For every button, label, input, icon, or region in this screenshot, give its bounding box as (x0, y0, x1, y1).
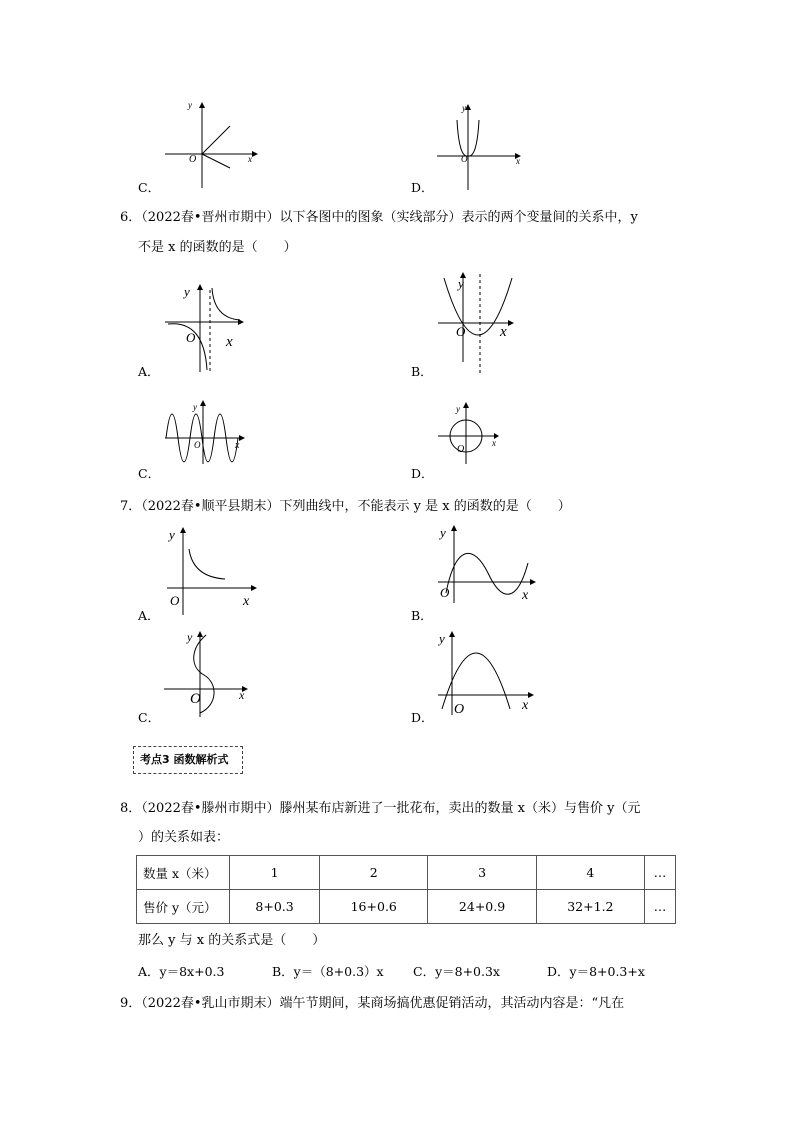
table-cell: 数量 x（米） (137, 856, 230, 890)
q6-stem-line1: 6．（2022春•晋州市期中）以下各图中的图象（实线部分）表示的两个变量间的关系中，y (120, 210, 638, 225)
q6-graph-a (160, 282, 250, 374)
origin-label: O (186, 330, 196, 345)
y-label: y (456, 404, 460, 414)
x-label: x (522, 588, 529, 603)
x-label: x (235, 440, 240, 451)
y-label: y (458, 276, 464, 291)
x-label: x (226, 334, 233, 350)
q8-choice-a: A．y＝8x+0.3 (138, 964, 225, 979)
table-cell: 32+1.2 (536, 890, 644, 924)
q6-option-b: B． (411, 364, 433, 379)
x-label: x (248, 154, 252, 164)
x-label: x (516, 156, 520, 166)
q7-stem: 7．（2022春•顺平县期末）下列曲线中，不能表示 y 是 x 的函数的是（ ） (120, 499, 571, 514)
q5-option-c: C． (138, 180, 161, 195)
origin-label: O (461, 154, 468, 164)
q8-choice-d: D．y＝8+0.3+x (547, 964, 645, 979)
y-label: y (193, 402, 197, 412)
q5-graph-d (435, 100, 530, 192)
table-row (137, 890, 676, 924)
origin-label: O (194, 440, 201, 450)
y-label: y (188, 100, 192, 110)
y-label: y (440, 525, 446, 540)
table-cell: … (645, 890, 676, 924)
q8-data-table (136, 855, 676, 924)
table-cell: … (645, 856, 676, 890)
q9-stem-line1: 9．（2022春•乳山市期末）端午节期间，某商场搞优惠促销活动，其活动内容是：“凡在 (120, 996, 625, 1011)
table-cell: 8+0.3 (230, 890, 320, 924)
section-heading-box (133, 746, 243, 774)
q8-choice-b: B．y＝（8+0.3）x (272, 964, 384, 979)
x-label: x (500, 324, 507, 340)
table-cell: 1 (230, 856, 320, 890)
x-label: x (522, 698, 529, 713)
q8-question: 那么 y 与 x 的关系式是（ ） (138, 933, 326, 948)
origin-label: O (456, 324, 466, 339)
table-cell: 24+0.9 (428, 890, 536, 924)
x-label: x (243, 594, 250, 609)
origin-label: O (457, 444, 465, 455)
origin-label: O (190, 691, 201, 707)
y-label: y (462, 103, 466, 113)
q5-graph-c (160, 96, 260, 192)
y-label: y (184, 284, 190, 299)
q7-graph-a (165, 523, 265, 615)
y-label: y (169, 527, 175, 542)
q7-graph-d (436, 627, 540, 717)
y-label: y (187, 630, 193, 644)
y-label: y (439, 631, 445, 646)
q7-option-a: A． (138, 608, 160, 623)
origin-label: O (454, 702, 465, 717)
table-cell: 16+0.6 (320, 890, 428, 924)
q7-option-b: B． (411, 608, 433, 623)
origin-label: O (440, 585, 450, 600)
table-cell: 2 (320, 856, 428, 890)
q7-graph-b (436, 523, 540, 605)
q6-stem-line2: 不是 x 的函数的是（ ） (138, 240, 297, 255)
x-label: x (492, 438, 496, 448)
x-label: x (239, 688, 245, 702)
q7-option-d: D． (411, 710, 434, 725)
q6-graph-b (436, 272, 528, 376)
q6-option-a: A． (138, 364, 160, 379)
origin-label: O (170, 593, 180, 608)
q6-graph-d (436, 400, 506, 466)
q8-stem-line2: ）的关系如表： (138, 830, 230, 845)
q5-option-d: D． (411, 180, 434, 195)
table-row (137, 856, 676, 890)
q6-option-c: C． (138, 466, 161, 481)
section-heading: 考点3 函数解析式 (140, 753, 229, 766)
q6-graph-c (163, 400, 253, 466)
origin-label: O (189, 154, 197, 165)
q6-option-d: D． (411, 466, 434, 481)
table-cell: 3 (428, 856, 536, 890)
table-cell: 4 (536, 856, 644, 890)
q8-stem-line1: 8．（2022春•滕州市期中）滕州某布店新进了一批花布，卖出的数量 x（米）与售价 y（元 (120, 801, 641, 816)
table-cell: 售价 y（元） (137, 890, 230, 924)
q8-choice-c: C．y＝8+0.3x (413, 964, 500, 979)
q7-graph-c (160, 627, 255, 721)
q7-option-c: C． (138, 710, 161, 725)
